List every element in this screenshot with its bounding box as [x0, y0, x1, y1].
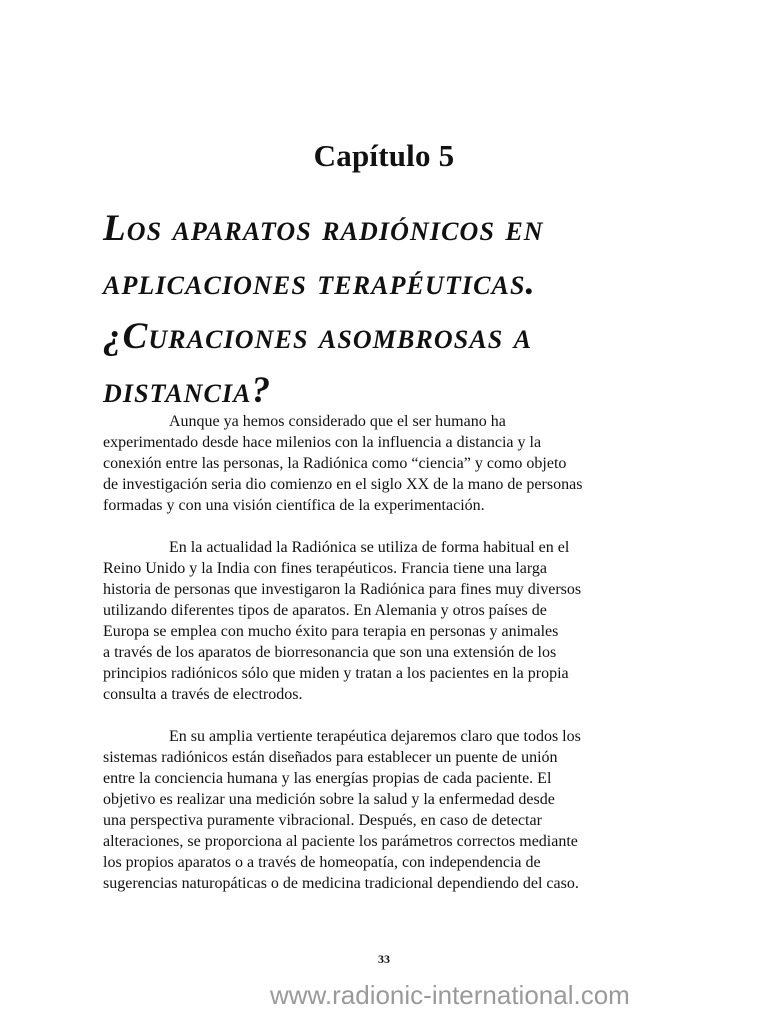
chapter-title-line: aplicaciones terapéuticas.	[103, 262, 536, 303]
chapter-label: Capítulo 5	[313, 138, 455, 173]
paragraph-line: En su amplia vertiente terapéutica dejaremos claro que todos los	[169, 728, 581, 745]
chapter-title-line: distancia?	[103, 370, 272, 411]
paragraph	[103, 537, 663, 705]
paragraph-line: conexión entre las personas, la Radiónica como “ciencia” y como objeto	[103, 455, 567, 472]
paragraph-line: Europa se emplea con mucho éxito para terapia en personas y animales	[103, 623, 559, 640]
paragraph-line: historia de personas que investigaron la Radiónica para fines muy diversos	[103, 581, 582, 598]
page-number: 33	[378, 952, 390, 966]
paragraph-line: a través de los aparatos de biorresonancia que son una extensión de los	[103, 644, 557, 661]
paragraph-line: Reino Unido y la India con fines terapéuticos. Francia tiene una larga	[103, 560, 547, 577]
paragraph-line: En la actualidad la Radiónica se utiliza de forma habitual en el	[169, 539, 570, 556]
paragraph-line: los propios aparatos o a través de homeopatía, con independencia de	[103, 854, 541, 871]
paragraph-line: Aunque ya hemos considerado que el ser humano ha	[169, 413, 506, 430]
paragraph-line: formadas y con una visión científica de la experimentación.	[103, 497, 485, 514]
paragraph-line: principios radiónicos sólo que miden y tratan a los pacientes en la propia	[103, 665, 569, 682]
paragraph-line: entre la conciencia humana y las energías propias de cada paciente. El	[103, 770, 552, 787]
paragraph-line: alteraciones, se proporciona al paciente los parámetros correctos mediante	[103, 833, 578, 850]
body-text	[103, 411, 663, 915]
paragraph-line: una perspectiva puramente vibracional. Después, en caso de detectar	[103, 812, 542, 829]
paragraph-line: de investigación seria dio comienzo en el siglo XX de la mano de personas	[103, 476, 583, 493]
chapter-title	[103, 202, 703, 418]
paragraph-line: sistemas radiónicos están diseñados para establecer un puente de unión	[103, 749, 558, 766]
paragraph-line: utilizando diferentes tipos de aparatos. En Alemania y otros países de	[103, 602, 547, 619]
paragraph-line: consulta a través de electrodos.	[103, 686, 303, 703]
paragraph	[103, 411, 663, 516]
paragraph-line: objetivo es realizar una medición sobre la salud y la enfermedad desde	[103, 791, 555, 808]
watermark-url: www.radionic-international.com	[270, 980, 630, 1010]
paragraph	[103, 726, 663, 894]
paragraph-line: sugerencias naturopáticas o de medicina tradicional dependiendo del caso.	[103, 875, 579, 892]
chapter-title-line: ¿Curaciones asombrosas a	[103, 316, 533, 357]
chapter-title-line: Los aparatos radiónicos en	[103, 208, 544, 249]
paragraph-line: experimentado desde hace milenios con la influencia a distancia y la	[103, 434, 542, 451]
